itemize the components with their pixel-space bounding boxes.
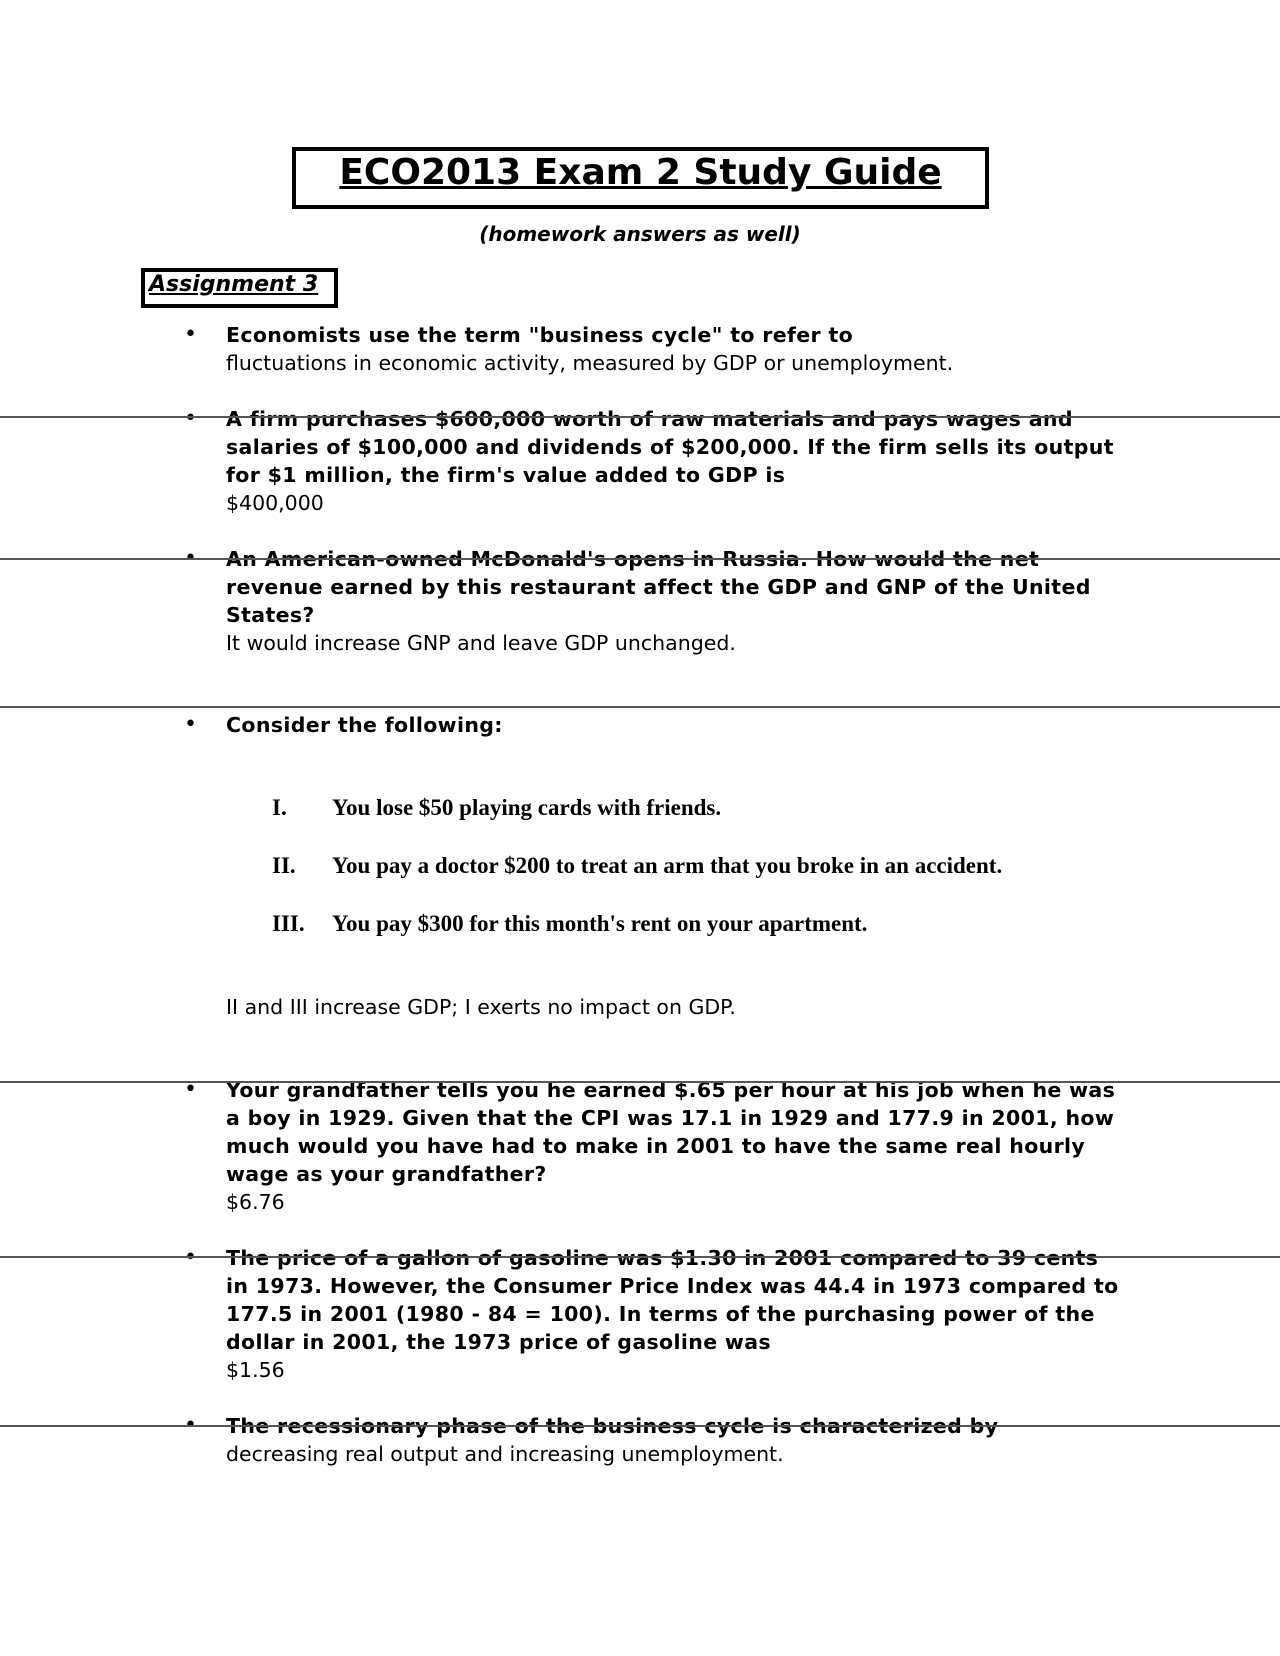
list-item-number: II.	[272, 853, 296, 878]
answer-5: $6.76	[226, 1190, 285, 1214]
page-title: ECO2013 Exam 2 Study Guide	[339, 152, 942, 193]
answer-7: decreasing real output and increasing unemployment.	[226, 1442, 784, 1466]
question-5: Your grandfather tells you he earned $.65 per hour at his job when he was a boy in 1929. Given that the CPI was 17.1 in 1929 and 177.9 in 2001, how much would you have had to make in 2001 to have the same real hourly wage as your grandfather?	[226, 1078, 1116, 1186]
separator-line	[0, 1256, 1280, 1258]
question-4: Consider the following:	[226, 713, 503, 737]
separator-line	[0, 706, 1280, 708]
separator-line	[0, 1425, 1280, 1427]
answer-2: $400,000	[226, 491, 324, 515]
answer-1: fluctuations in economic activity, measured by GDP or unemployment.	[226, 351, 954, 375]
section-heading: Assignment 3	[149, 272, 319, 297]
list-item-number: III.	[272, 911, 305, 936]
list-item-number: I.	[272, 795, 287, 820]
list-item: You lose $50 playing cards with friends.	[332, 795, 722, 820]
list-item: You pay $300 for this month's rent on your apartment.	[332, 911, 868, 936]
question-2: A firm purchases $600,000 worth of raw materials and pays wages and salaries of $100,000 and dividends of $200,000. If the firm sells its output for $1 million, the firm's value added to GDP is	[226, 407, 1114, 487]
bullet-2: •	[184, 406, 197, 431]
question-3: An American-owned McDonald's opens in Russia. How would the net revenue earned by this restaurant affect the GDP and GNP of the United States?	[226, 547, 1091, 627]
answer-6: $1.56	[226, 1358, 285, 1382]
bullet-5: •	[184, 1077, 197, 1102]
bullet-3: •	[184, 546, 197, 571]
separator-line	[0, 558, 1280, 560]
separator-line	[0, 416, 1280, 418]
answer-3: It would increase GNP and leave GDP unchanged.	[226, 631, 736, 655]
question-6: The price of a gallon of gasoline was $1.30 in 2001 compared to 39 cents in 1973. However, the Consumer Price Index was 44.4 in 1973 compared to 177.5 in 2001 (1980 - 84 = 100). In terms of the purchasing power of the dollar in 2001, the 1973 price of gasoline was	[226, 1246, 1119, 1354]
bullet-4: •	[184, 712, 197, 737]
question-7: The recessionary phase of the business cycle is characterized by	[226, 1414, 999, 1438]
answer-4: II and III increase GDP; I exerts no impact on GDP.	[226, 995, 736, 1019]
page-subtitle: (homework answers as well)	[479, 222, 801, 246]
bullet-1: •	[184, 322, 197, 347]
question-1: Economists use the term "business cycle" to refer to	[226, 323, 854, 347]
separator-line	[0, 1081, 1280, 1083]
bullet-6: •	[184, 1245, 197, 1270]
bullet-7: •	[184, 1413, 197, 1438]
list-item: You pay a doctor $200 to treat an arm that you broke in an accident.	[332, 853, 1003, 878]
